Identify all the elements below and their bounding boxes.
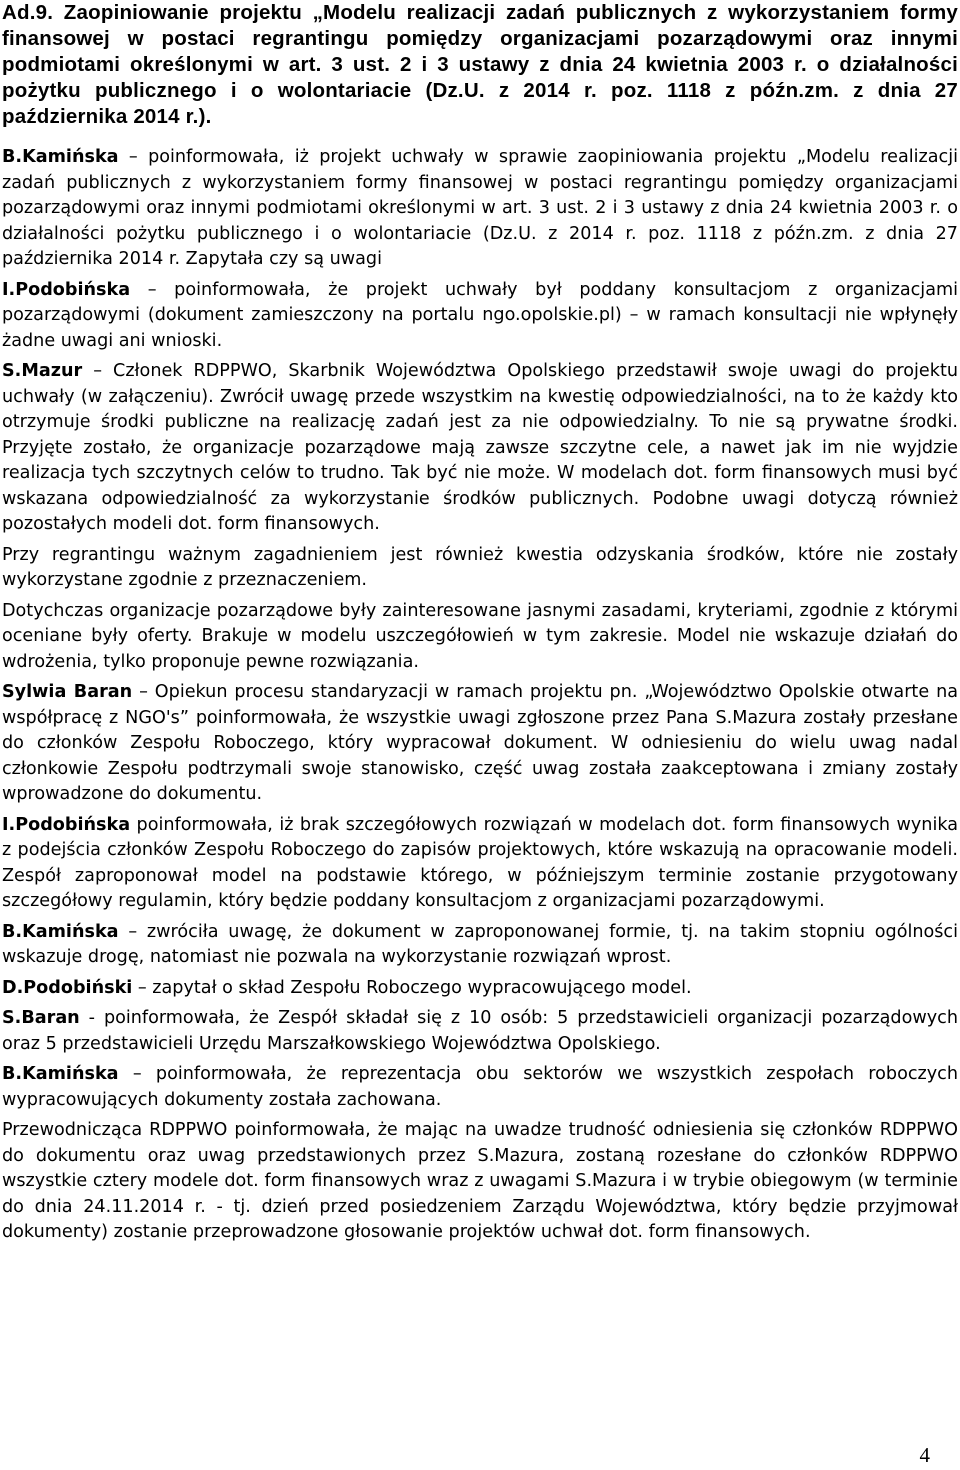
paragraph (2, 976, 958, 1002)
speaker-name: I.Podobińska (2, 814, 131, 835)
paragraph-text: poinformowała, iż brak szczegółowych rozwiązań w modelach dot. form finansowych wynika z podejścia członków Zespołu Roboczego do zapisów projektowych, które wskazują na opracowanie modeli. Zespół zaproponował model na podstawie którego, w późniejszym terminie zostanie przygotowany szczegółowy regulamin, który będzie poddany konsultacjom z organizacjami pozarządowymi. (2, 814, 958, 911)
speaker-name: Sylwia Baran (2, 682, 133, 702)
paragraph (2, 145, 958, 273)
speaker-name: B.Kamińska (2, 1064, 119, 1084)
agenda-item-heading: Ad.9. Zaopiniowanie projektu „Modelu realizacji zadań publicznych z wykorzystaniem formy finansowej w postaci regrantingu pomiędzy organizacjami pozarządowymi oraz innymi podmiotami określonymi w art. 3 ust. 2 i 3 ustawy z dnia 24 kwietnia 2003 r. o działalności pożytku publicznego i o wolontariacie (Dz.U. z 2014 r. poz. 1118 z późn.zm. z dnia 27 października 2014 r.). (2, 1, 958, 128)
paragraph-text: Przewodnicząca RDPPWO poinformowała, że mając na uwadze trudność odniesienia się członków RDPPWO do dokumentu oraz uwag przedstawionych przez S.Mazura, zostaną rozesłane do członków RDPPWO wszystkie cztery modele dot. form finansowych wraz z uwagami S.Mazura i w trybie obiegowym (w terminie do dnia 24.11.2014 r. - tj. dzień przed posiedzeniem Zarządu Województwa, który będzie przyjmował dokumenty) zostanie przeprowadzone głosowanie projektów uchwał dot. form finansowych. (2, 1120, 958, 1242)
speaker-name: S.Baran (2, 1008, 80, 1028)
paragraph (2, 543, 958, 594)
paragraph-text: - poinformowała, że Zespół składał się z 10 osób: 5 przedstawicieli organizacji pozarządowych oraz 5 przedstawicieli Urzędu Marszałkowskiego Województwa Opolskiego. (2, 1008, 958, 1054)
speaker-name: B.Kamińska (2, 147, 119, 167)
paragraph (2, 813, 958, 915)
paragraph (2, 920, 958, 971)
speaker-name: B.Kamińska (2, 921, 119, 942)
paragraph-text: – poinformowała, że projekt uchwały był poddany konsultacjom z organizacjami pozarządowymi (dokument zamieszczony na portalu ngo.opolskie.pl) – w ramach konsultacji nie wpłynęły żadne uwagi ani wnioski. (2, 279, 958, 351)
paragraph-text: – Opiekun procesu standaryzacji w ramach projektu pn. „Województwo Opolskie otwarte na współpracę z NGO's” poinformowała, że wszystkie uwagi zgłoszone przez Pana S.Mazura zostały przesłane do członków Zespołu Roboczego, który wypracował dokument. W odniesieniu do wielu uwag nadal członkowie Zespołu podtrzymali swoje stanowisko, część uwag została zaakceptowana i zmiany zostały wprowadzone do dokumentu. (2, 682, 959, 804)
paragraph (2, 680, 958, 808)
paragraph-text: – zwróciła uwagę, że dokument w zaproponowanej formie, tj. na takim stopniu ogólności wskazuje drogę, natomiast nie pozwala na wykorzystanie rozwiązań wprost. (2, 921, 958, 967)
paragraph-text: Przy regrantingu ważnym zagadnieniem jest również kwestia odzyskania środków, które nie zostały wykorzystane zgodnie z przeznaczeniem. (2, 544, 958, 590)
minutes-body (2, 145, 958, 1246)
speaker-name: S.Mazur (2, 361, 83, 381)
document-page (2, 0, 958, 1251)
paragraph (2, 1062, 958, 1113)
paragraph-text: – Członek RDPPWO, Skarbnik Województwa Opolskiego przedstawił swoje uwagi do projektu uchwały (w załączeniu). Zwrócił uwagę przede wszystkim na kwestię odpowiedzialności, na to że każdy kto otrzymuje środki publiczne na realizację zadań jest za nie odpowiedzialny. To nie są prywatne środki. Przyjęte zostało, że organizacje pozarządowe mają zawsze szczytne cele, a nawet jak im nie wyjdzie realizacja tych szczytnych celów to trudno. Tak być nie może. W modelach dot. form finansowych musi być wskazana odpowiedzialność za wykorzystanie środków publicznych. Podobne uwagi dotyczą również pozostałych modeli dot. form finansowych. (2, 361, 958, 534)
paragraph-text: Dotychczas organizacje pozarządowe były zainteresowane jasnymi zasadami, kryteriami, zgodnie z którymi oceniane były oferty. Brakuje w modelu uszczegółowień w tym zakresie. Model nie wskazuje działań do wdrożenia, tylko proponuje pewne rozwiązania. (2, 600, 958, 672)
paragraph (2, 359, 958, 538)
paragraph (2, 599, 958, 676)
paragraph (2, 1006, 958, 1057)
paragraph-text: – poinformowała, że reprezentacja obu sektorów we wszystkich zespołach roboczych wypracowujących dokumenty została zachowana. (2, 1064, 958, 1110)
paragraph-text: – zapytał o skład Zespołu Roboczego wypracowującego model. (132, 977, 692, 998)
speaker-name: D.Podobiński (2, 977, 133, 998)
paragraph (2, 278, 958, 355)
speaker-name: I.Podobińska (2, 279, 131, 300)
paragraph (2, 1118, 958, 1246)
page-number: 4 (919, 1443, 930, 1467)
paragraph-text: – poinformowała, iż projekt uchwały w sprawie zaopiniowania projektu „Modelu realizacji zadań publicznych z wykorzystaniem formy finansowej w postaci regrantingu pomiędzy organizacjami pozarządowymi oraz innymi podmiotami określonymi w art. 3 ust. 2 i 3 ustawy z dnia 24 kwietnia 2003 r. o działalności pożytku publicznego i o wolontariacie (Dz.U. z 2014 r. poz. 1118 z późn.zm. z dnia 27 października 2014 r. Zapytała czy są uwagi (2, 147, 958, 269)
